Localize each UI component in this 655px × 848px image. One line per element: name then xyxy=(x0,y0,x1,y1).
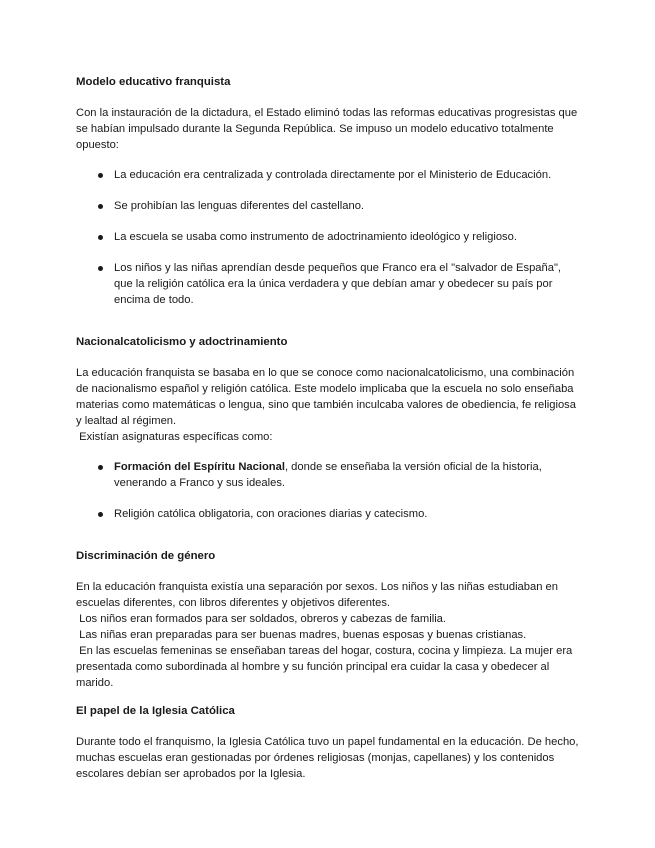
bullet-icon xyxy=(98,173,103,178)
section-title-iglesia: El papel de la Iglesia Católica xyxy=(76,705,235,717)
list-item xyxy=(76,260,581,308)
paragraph-discriminacion-1: En la educación franquista existía una separación por sexos. Los niños y las niñas estudiaban en escuelas diferentes, con libros diferentes y objetivos diferentes. xyxy=(76,581,558,609)
section-title-modelo-educativo: Modelo educativo franquista xyxy=(76,76,231,88)
bullet-icon xyxy=(98,512,103,517)
paragraph-nacionalcatolicismo: La educación franquista se basaba en lo que se conoce como nacionalcatolicismo, una combinación de nacionalismo español y religión católica. Este modelo implicaba que la escuela no solo enseñaba materias como matemáticas o lengua, sino que también inculcaba valores de obediencia, fe religiosa y lealtad al régimen. xyxy=(76,367,576,427)
list-item xyxy=(76,198,581,214)
section-title-nacionalcatolicismo: Nacionalcatolicismo y adoctrinamiento xyxy=(76,336,288,348)
list-item-text: , donde se enseñaba la versión oficial de la historia, venerando a Franco y sus ideales. xyxy=(114,461,542,489)
paragraph-discriminacion-2: Los niños eran formados para ser soldados, obreros y cabezas de familia. xyxy=(76,613,447,625)
bullet-icon xyxy=(98,266,103,271)
bullet-icon xyxy=(98,465,103,470)
paragraph-modelo-educativo: Con la instauración de la dictadura, el Estado eliminó todas las reformas educativas progresistas que se habían impulsado durante la Segunda República. Se impuso un modelo educativo totalmente opuesto: xyxy=(76,107,578,151)
paragraph-asignaturas: Existían asignaturas específicas como: xyxy=(76,431,273,443)
list-item xyxy=(76,167,581,183)
list-item xyxy=(76,229,581,245)
bullet-list-asignaturas xyxy=(76,459,581,522)
document-content xyxy=(76,74,581,782)
section-title-discriminacion: Discriminación de género xyxy=(76,550,216,562)
list-item-text: La escuela se usaba como instrumento de adoctrinamiento ideológico y religioso. xyxy=(114,231,517,243)
list-item-bold-text: Formación del Espíritu Nacional xyxy=(114,461,285,473)
list-item-text: Los niños y las niñas aprendían desde pequeños que Franco era el "salvador de España", que la religión católica era la única verdadera y que debían amar y obedecer su país por encima de todo. xyxy=(114,262,562,306)
paragraph-discriminacion-4: En las escuelas femeninas se enseñaban tareas del hogar, costura, cocina y limpieza. La mujer era presentada como subordinada al hombre y su función principal era cuidar la casa y obedecer al marido. xyxy=(76,645,576,689)
bullet-icon xyxy=(98,235,103,240)
list-item xyxy=(76,506,581,522)
list-item-text: Religión católica obligatoria, con oraciones diarias y catecismo. xyxy=(114,508,428,520)
bullet-icon xyxy=(98,204,103,209)
paragraph-discriminacion-3: Las niñas eran preparadas para ser buenas madres, buenas esposas y buenas cristianas. xyxy=(76,629,527,641)
bullet-list-modelo-educativo xyxy=(76,167,581,308)
list-item xyxy=(76,459,581,491)
list-item-text: La educación era centralizada y controlada directamente por el Ministerio de Educación. xyxy=(114,169,552,181)
list-item-text: Se prohibían las lenguas diferentes del castellano. xyxy=(114,200,365,212)
paragraph-iglesia: Durante todo el franquismo, la Iglesia Católica tuvo un papel fundamental en la educación. De hecho, muchas escuelas eran gestionadas por órdenes religiosas (monjas, capellanes) y los contenidos escolares debían ser aprobados por la Iglesia. xyxy=(76,736,579,780)
